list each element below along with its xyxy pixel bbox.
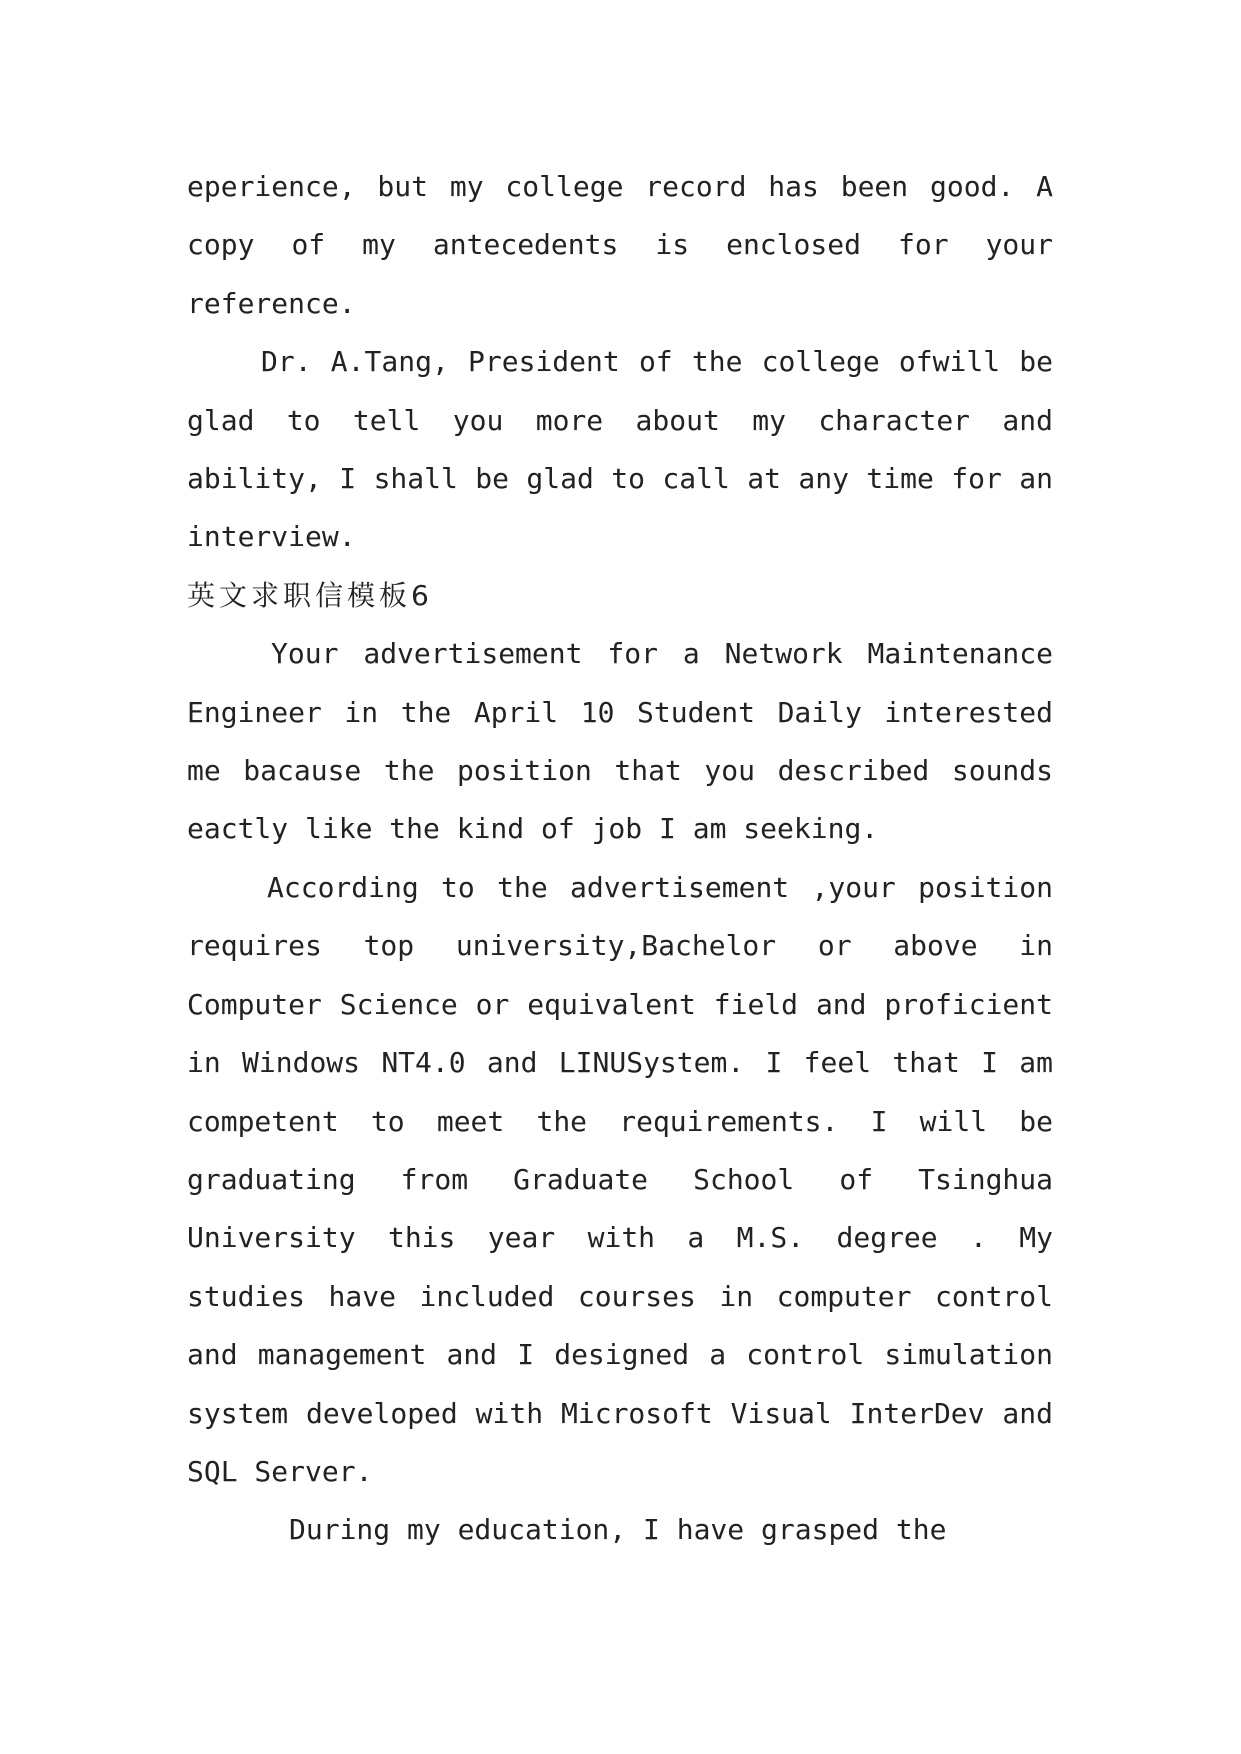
section-heading: 英文求职信模板6 [187, 578, 433, 612]
paragraph-experience: eperience, but my college record has been good. A copy of my antecedents is enclosed for your reference. [187, 170, 1053, 320]
paragraph-reference-contact: Dr. A.Tang, President of the college ofwill be glad to tell you more about my character and ability, I shall be glad to call at any time for an interview. [187, 345, 1053, 554]
paragraph-qualifications: According to the advertisement ,your position requires top university,Bachelor or above in Computer Science or equivalent field and proficient in Windows NT4.0 and LINUSystem. I feel that I am competent to meet the requirements. I will be graduating from Graduate School of Tsinghua University this year with a M.S. degree . My studies have included courses in computer control and management and I designed a control simulation system developed with Microsoft Visual InterDev and SQL Server. [187, 870, 1053, 1488]
paragraph-education: During my education, I have grasped the [289, 1513, 947, 1547]
paragraph-advertisement: Your advertisement for a Network Maintenance Engineer in the April 10 Student Daily interested me bacause the position that you described sounds eactly like the kind of job I am seeking. [187, 637, 1053, 846]
document-body [187, 158, 1053, 1560]
